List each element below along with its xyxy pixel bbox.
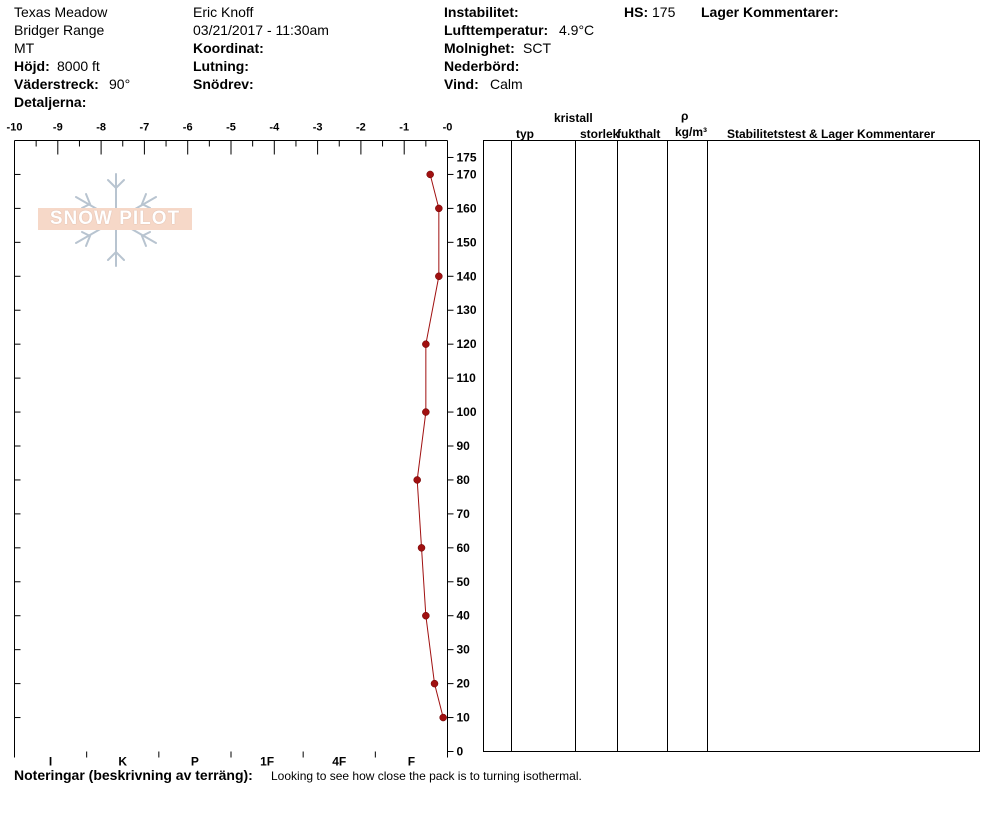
hardness-label: F xyxy=(407,754,416,769)
temp-tick-label: -10 xyxy=(6,121,23,134)
slope-label: Lutning: xyxy=(193,58,249,74)
temp-tick-label: -6 xyxy=(182,121,193,134)
hardness-label: I xyxy=(48,754,53,769)
rho-header: ρ xyxy=(681,109,689,123)
coordinate-label: Koordinat: xyxy=(193,40,264,56)
precip-label: Nederbörd: xyxy=(444,58,520,74)
stability-header: Stabilitetstest & Lager Kommentarer xyxy=(727,127,936,141)
temperature-point xyxy=(431,680,438,687)
height-tick-label: 100 xyxy=(456,405,477,420)
temperature-point xyxy=(440,714,447,721)
height-tick-label: 130 xyxy=(456,303,477,318)
temperature-point xyxy=(435,273,442,280)
temperature-point xyxy=(422,409,429,416)
temp-tick-label: -8 xyxy=(96,121,106,134)
height-tick-label: 140 xyxy=(456,269,477,284)
wind-loading-label: Snödrev: xyxy=(193,76,254,92)
notes-text: Looking to see how close the pack is to turning isothermal. xyxy=(271,769,582,783)
layer-table xyxy=(482,140,982,754)
temperature-series-line xyxy=(417,174,443,717)
temperature-point xyxy=(418,544,425,551)
height-tick-label: 10 xyxy=(456,710,470,725)
height-tick-label: 90 xyxy=(456,439,470,453)
height-tick-label: 70 xyxy=(456,506,470,521)
hardness-label: 1F xyxy=(260,754,275,769)
temp-tick-label: -4 xyxy=(269,121,280,134)
height-tick-label: 20 xyxy=(456,676,470,691)
temperature-profile-chart xyxy=(0,110,480,780)
hardness-label: 4F xyxy=(332,754,347,769)
temperature-point xyxy=(414,476,421,483)
size-header: storlek xyxy=(580,127,620,141)
elevation-label: Höjd: xyxy=(14,58,50,74)
temperature-point xyxy=(422,341,429,348)
moisture-header: fukthalt xyxy=(617,127,661,141)
temperature-point xyxy=(422,612,429,619)
instability-label: Instabilitet: xyxy=(444,4,519,20)
height-tick-label: 50 xyxy=(456,574,470,589)
height-tick-label: 80 xyxy=(456,472,470,487)
height-tick-label: 60 xyxy=(456,540,470,555)
hardness-label: K xyxy=(118,754,128,769)
notes-label: Noteringar (beskrivning av terräng): xyxy=(14,767,253,783)
temp-tick-label: -9 xyxy=(52,121,63,134)
hs-label: HS: xyxy=(624,4,649,20)
type-header: typ xyxy=(516,127,534,141)
wind-value: Calm xyxy=(490,76,523,92)
sky-label: Molnighet: xyxy=(444,40,515,56)
aspect-value: 90° xyxy=(109,76,131,92)
aspect-label: Väderstreck: xyxy=(14,76,99,92)
height-tick-label: 110 xyxy=(456,371,476,386)
height-tick-label: 170 xyxy=(456,167,477,182)
location-name: Texas Meadow xyxy=(14,4,108,20)
height-tick-label: 160 xyxy=(456,201,477,216)
temperature-point xyxy=(435,205,442,212)
temp-tick-label: -1 xyxy=(399,121,410,134)
crystal-header: kristall xyxy=(554,111,593,125)
air-temp-value: 4.9°C xyxy=(559,22,595,38)
observation-datetime: 03/21/2017 - 11:30am xyxy=(193,22,329,38)
height-tick-label: 40 xyxy=(456,608,470,623)
layer-comments-label: Lager Kommentarer: xyxy=(701,4,839,20)
details-label: Detaljerna: xyxy=(14,94,87,110)
state-name: MT xyxy=(14,40,35,56)
temp-tick-label: -7 xyxy=(139,121,150,134)
temperature-point xyxy=(427,171,434,178)
hardness-label: P xyxy=(190,754,199,769)
temp-tick-label: -2 xyxy=(356,121,366,134)
height-tick-label: 175 xyxy=(456,150,477,165)
wind-label: Vind: xyxy=(444,76,479,92)
observer-name: Eric Knoff xyxy=(193,4,254,20)
sky-value: SCT xyxy=(523,40,551,56)
height-tick-label: 0 xyxy=(456,744,464,759)
height-tick-label: 30 xyxy=(456,642,470,657)
hs-value: 175 xyxy=(652,4,676,20)
temp-tick-label: -0 xyxy=(442,121,453,134)
elevation-value: 8000 ft xyxy=(57,58,100,74)
height-tick-label: 120 xyxy=(456,337,477,352)
density-unit-header: kg/m³ xyxy=(675,125,708,139)
temp-tick-label: -5 xyxy=(226,121,236,134)
height-tick-label: 150 xyxy=(456,235,477,250)
snow-pilot-logo: SNOW PILOT xyxy=(38,208,192,230)
temp-tick-label: -3 xyxy=(312,121,323,134)
air-temp-label: Lufttemperatur: xyxy=(444,22,549,38)
range-name: Bridger Range xyxy=(14,22,105,38)
